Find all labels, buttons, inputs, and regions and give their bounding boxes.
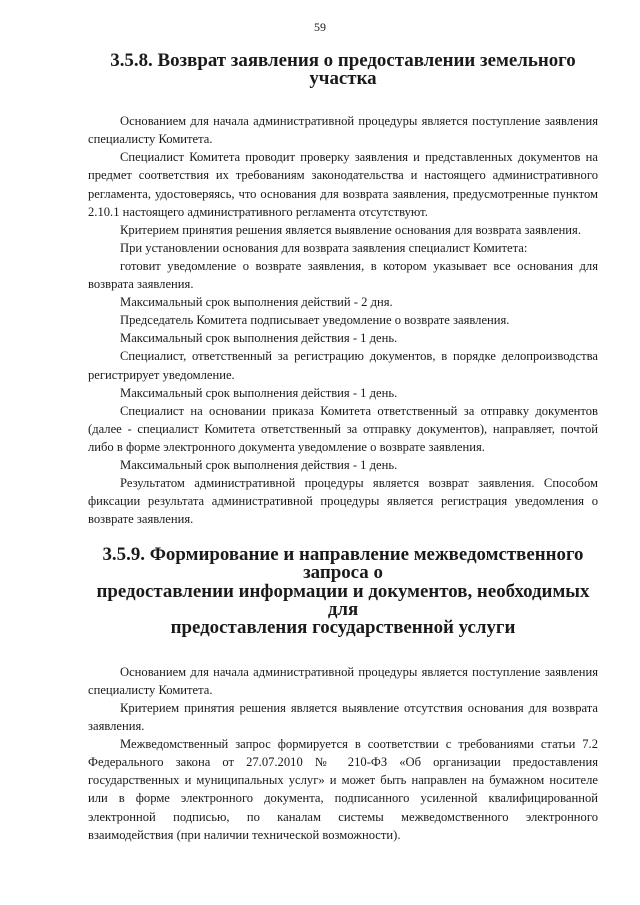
paragraph: Максимальный срок выполнения действия - 1 день. bbox=[120, 385, 398, 400]
heading-line: предоставлении информации и документов, необходимых для bbox=[96, 580, 590, 620]
paragraph: Максимальный срок выполнения действия - 1 день. bbox=[120, 331, 398, 346]
paragraph: Межведомственный запрос формируется в соответствии с требованиями статьи 7.2 Федерального закона от 27.07.2010 № 210-ФЗ «Об организации предоставления государственных и муниципальных услуг» и может быть направлен на бумажном носителе или в форме электронного документа, подписанного усиленной квалифицированной электронной подписью, по каналам системы межведомственного электронного взаимодействия (при наличии технической возможности). bbox=[88, 737, 598, 842]
paragraph: Специалист на основании приказа Комитета ответственный за отправку документов (далее - специалист Комитета ответственный за отправку документов), направляет, почтой либо в форме электронного документа уведомление о возврате заявления. bbox=[88, 403, 598, 454]
paragraph: Критерием принятия решения является выявление основания для возврата заявления. bbox=[120, 222, 581, 237]
paragraph: При установлении основания для возврата заявления специалист Комитета: bbox=[120, 240, 528, 255]
paragraph: Специалист Комитета проводит проверку заявления и представленных документов на предмет соответствия их требованиям законодательства и настоящего административного регламента, удостоверяясь, что основания для возврата заявления, предусмотренные пунктом 2.10.1 настоящего административного регламента отсутствуют. bbox=[88, 150, 598, 219]
paragraph: готовит уведомление о возврате заявления, в котором указывает все основания для возврата заявления. bbox=[88, 258, 598, 292]
section-heading-3-5-8: 3.5.8. Возврат заявления о предоставлении земельного участка bbox=[110, 50, 576, 90]
paragraph: Максимальный срок выполнения действий - 2 дня. bbox=[120, 295, 393, 310]
paragraph: Максимальный срок выполнения действия - 1 день. bbox=[120, 457, 398, 472]
page-content bbox=[88, 52, 598, 844]
heading-line: предоставления государственной услуги bbox=[170, 616, 516, 638]
paragraph: Критерием принятия решения является выявление отсутствия основания для возврата заявления. bbox=[88, 701, 598, 734]
paragraph: Результатом административной процедуры является возврат заявления. Способом фиксации результата административной процедуры является регистрация уведомления о возврате заявления. bbox=[88, 476, 598, 527]
section-heading-3-5-9 bbox=[88, 546, 598, 636]
paragraph: Основанием для начала административной процедуры является поступление заявления специалисту Комитета. bbox=[88, 114, 598, 147]
paragraph: Основанием для начала административной процедуры является поступление заявления специалисту Комитета. bbox=[88, 664, 598, 697]
section-body-3-5-8 bbox=[88, 112, 598, 528]
heading-line: 3.5.9. Формирование и направление межведомственного запроса о bbox=[102, 544, 584, 584]
paragraph: Специалист, ответственный за регистрацию документов, в порядке делопроизводства регистрирует уведомление. bbox=[88, 349, 598, 382]
section-body-3-5-9 bbox=[88, 663, 598, 844]
paragraph: Председатель Комитета подписывает уведомление о возврате заявления. bbox=[120, 313, 510, 328]
page-number: 59 bbox=[314, 20, 326, 34]
